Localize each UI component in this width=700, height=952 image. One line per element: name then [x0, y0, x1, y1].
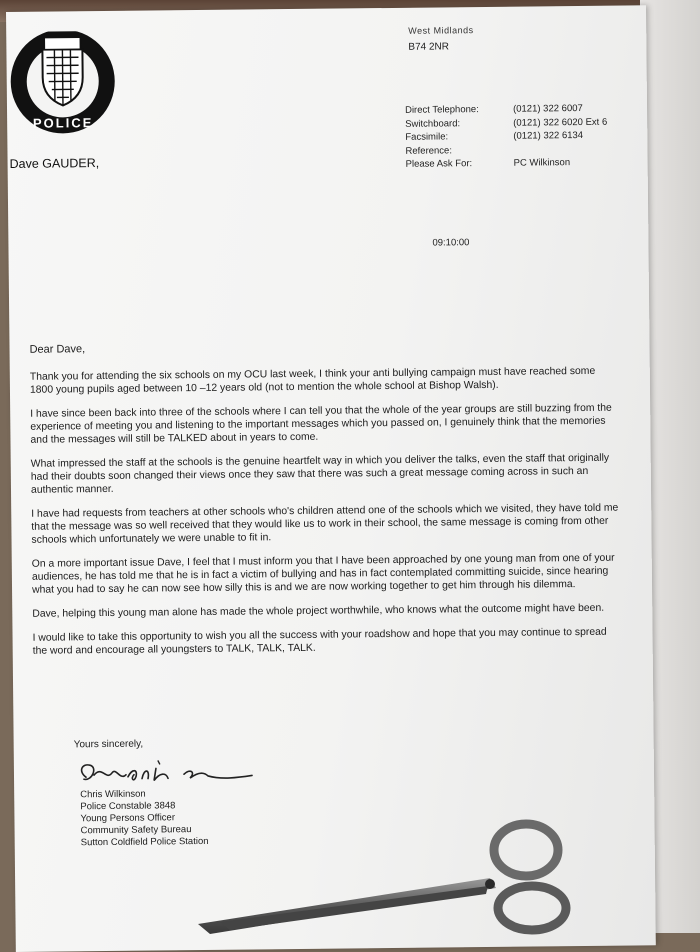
signatory-line: Young Persons Officer: [80, 812, 208, 825]
letter-page: [6, 5, 656, 952]
recipient-name: Dave GAUDER,: [10, 156, 100, 171]
contact-value: PC Wilkinson: [514, 156, 571, 170]
contact-label: Please Ask For:: [406, 157, 514, 172]
contact-value: (0121) 322 6134: [513, 129, 583, 143]
crest-label: POLICE: [33, 115, 94, 131]
signatory-line: Chris Wilkinson: [80, 788, 208, 801]
letter-date: 09:10:00: [432, 237, 469, 248]
contact-label: Direct Telephone:: [405, 103, 513, 118]
paragraph: What impressed the staff at the schools is the genuine heartfelt way in which you deliver the talks, even the staff that originally had their doubts soon changed their views once they saw that there was such a great message coming across in such an authentic manner.: [31, 452, 621, 497]
paragraph: I have since been back into three of the schools where I can tell you that the whole of the year groups are still buzzing from the experience of meeting you and listening to the important messages which you passed on, I genuinely think that the memories and the messages will still be TALKED about in years to come.: [30, 402, 620, 447]
paragraph: Thank you for attending the six schools on my OCU last week, I think your anti bullying campaign must have reached some 1800 young pupils aged between 10 –12 years old (not to mention the whole school at Bishop Walsh).: [30, 365, 620, 397]
paragraph: Dave, helping this young man alone has made the whole project worthwhile, who knows what the outcome might have been.: [32, 602, 622, 621]
contact-block: [405, 102, 608, 172]
signatory-line: Community Safety Bureau: [81, 824, 209, 837]
scissors-icon: [190, 812, 590, 937]
police-crest-icon: [4, 31, 123, 140]
closing: Yours sincerely,: [74, 739, 144, 751]
paragraph: On a more important issue Dave, I feel that I must inform you that I have been approached by one young man from one of your audiences, he has told me that he is in fact a victim of bullying and has in fact contemplated committing suicide, since hearing what you had to say he can now see how silly this is and we are now working together to get him through his dilemma.: [32, 552, 622, 597]
paragraph: I have had requests from teachers at other schools who's children attend one of the schools which we visited, they have told me that the message was so well received that they would like us to work in their school, the same message is coming from other schools which unfortunately we were unable to fit in.: [31, 502, 621, 547]
letter-body: [29, 338, 622, 669]
address-line: West Midlands: [408, 25, 473, 36]
signatory-line: Sutton Coldfield Police Station: [81, 836, 209, 849]
salutation: Dear Dave,: [29, 338, 619, 357]
postcode: B74 2NR: [408, 41, 449, 52]
contact-value: (0121) 322 6020 Ext 6: [513, 115, 607, 129]
contact-label: Reference:: [405, 143, 513, 158]
contact-label: Switchboard:: [405, 116, 513, 131]
contact-label: Facsimile:: [405, 130, 513, 145]
contact-row: [405, 129, 607, 145]
paragraph: I would like to take this opportunity to wish you all the success with your roadshow and hope that you may continue to spread the word and encourage all youngsters to TALK, TALK, TALK.: [32, 626, 622, 658]
contact-row: [406, 156, 608, 172]
signatory-line: Police Constable 3848: [80, 800, 208, 813]
contact-value: (0121) 322 6007: [513, 102, 583, 116]
handwritten-signature: [72, 753, 262, 793]
